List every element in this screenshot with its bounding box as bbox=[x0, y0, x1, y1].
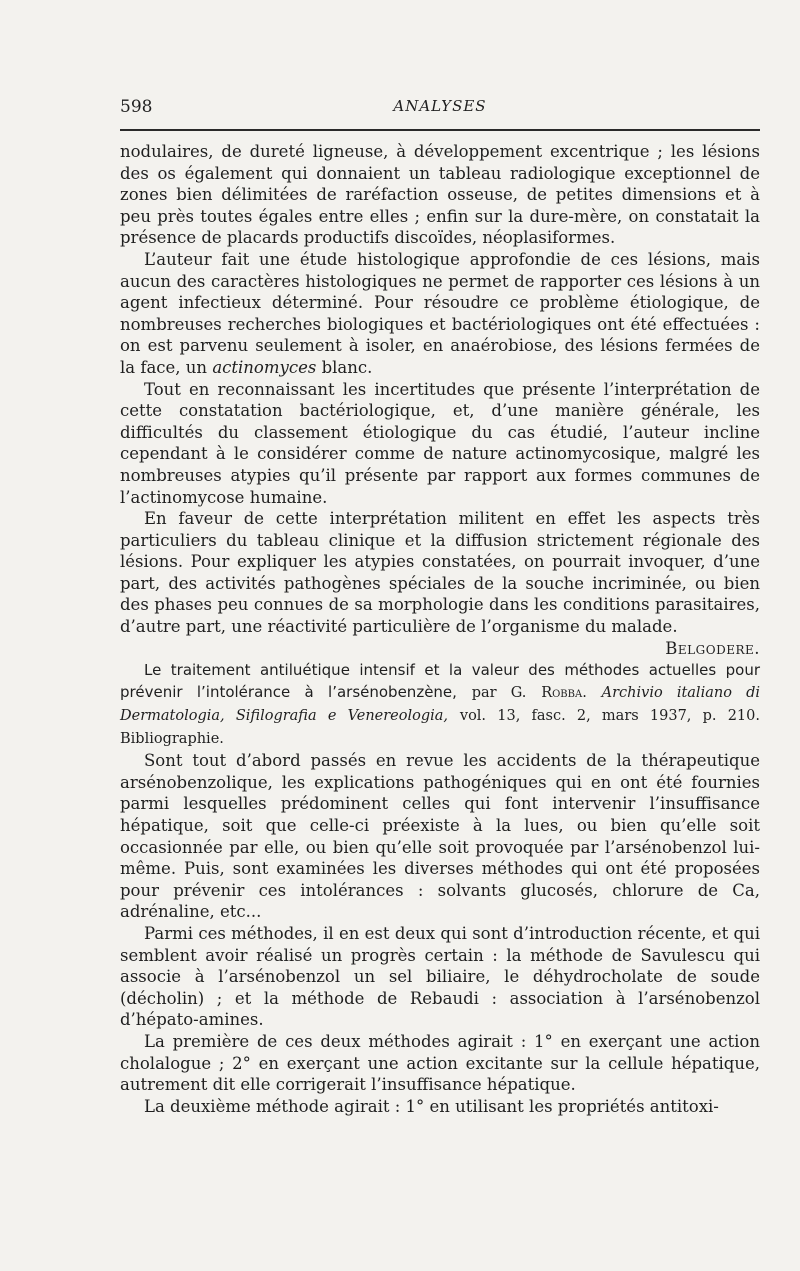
page-number: 598 bbox=[120, 97, 153, 117]
paragraph: Parmi ces méthodes, il en est deux qui sont d’introduction récente, et qui semblent avoir réalisé un progrès certain : la méthode de Savulescu qui associe à l’arsénobenzol un sel biliaire, le déhydrocholate de soude (décholin) ; et la méthode de Rebaudi : association à l’arsénobenzol d’hépato-amines. bbox=[120, 924, 760, 1030]
paragraph-text: L’auteur fait une étude histologique approfondie de ces lésions, mais aucun des caractères histologiques ne permet de rapporter ces lésions à un agent infectieux déterminé. Pour résoudre ce problème étiologique, de nombreuses recherches biologiques et bactériologiques ont été effectuées : on est parvenu seulement à isoler, en anaérobiose, des lésions fermées de la face, un bbox=[120, 249, 760, 377]
body-text bbox=[120, 141, 760, 1117]
italic-term: actinomyces bbox=[212, 357, 317, 377]
paragraph bbox=[120, 249, 760, 379]
article-reference: vol. 13, fasc. 2, mars 1937, p. 210. Bibliographie. bbox=[120, 708, 760, 748]
paragraph: La première de ces deux méthodes agirait : 1° en exerçant une action cholalogue ; 2° en exerçant une action excitante sur la cellule hépatique, autrement dit elle corrigerait l’insuffisance hépatique. bbox=[120, 1031, 760, 1095]
paragraph: Tout en reconnaissant les incertitudes que présente l’interprétation de cette constatation bactériologique, et, d’une manière générale, les difficultés du classement étiologique du cas étudié, l’auteur incline cependant à le considérer comme de nature actinomycosique, malgré les nombreuses atypies qu’il présente par rapport aux formes communes de l’actinomycose humaine. bbox=[120, 379, 760, 507]
paragraph: nodulaires, de dureté ligneuse, à développement excentrique ; les lésions des os également qui donnaient un tableau radiologique exceptionnel de zones bien délimitées de raréfaction osseuse, de petites dimensions et à peu près toutes égales entre elles ; enfin sur la dure-mère, on constatait la présence de placards productifs discoïdes, néoplasiformes. bbox=[120, 142, 760, 248]
article-heading bbox=[120, 659, 760, 750]
paragraph-text: blanc. bbox=[321, 357, 373, 377]
signature: Belgodere. bbox=[665, 638, 760, 658]
page-header bbox=[120, 97, 760, 121]
article-title: Le traitement antiluétique intensif et la valeur des méthodes actuelles pour prévenir l’intolérance à l’arsénobenzène, bbox=[120, 661, 760, 702]
article-author: Robba. bbox=[541, 685, 587, 702]
article-journal: Archivio italiano di Dermatologia, Sifilografia e Venereologia, bbox=[120, 685, 760, 725]
article-by: par G. bbox=[471, 685, 527, 702]
paragraph: Sont tout d’abord passés en revue les accidents de la thérapeutique arsénobenzolique, les explications pathogéniques qui en ont été fournies parmi lesquelles prédominent celles qui font intervenir l’insuffisance hépatique, soit que celle-ci préexiste à la lues, ou bien qu’elle soit occasionnée par elle, ou bien qu’elle soit provoquée par l’arsénobenzol lui-même. Puis, sont examinées les diverses méthodes qui ont été proposées pour prévenir ces intolérances : solvants glucosés, chlorure de Ca, adrénaline, etc... bbox=[120, 751, 760, 922]
paragraph: En faveur de cette interprétation militent en effet les aspects très particuliers du tableau clinique et la diffusion strictement régionale des lésions. Pour expliquer les atypies constatées, on pourrait invoquer, d’une part, des activités pathogènes spéciales de la souche incriminée, ou bien des phases peu connues de sa morphologie dans les conditions parasitaires, d’autre part, une réactivité particulière de l’organisme du malade. bbox=[120, 509, 760, 637]
header-rule bbox=[120, 129, 760, 131]
paragraph: La deuxième méthode agirait : 1° en utilisant les propriétés antitoxi- bbox=[144, 1096, 719, 1116]
running-title: ANALYSES bbox=[393, 97, 487, 115]
